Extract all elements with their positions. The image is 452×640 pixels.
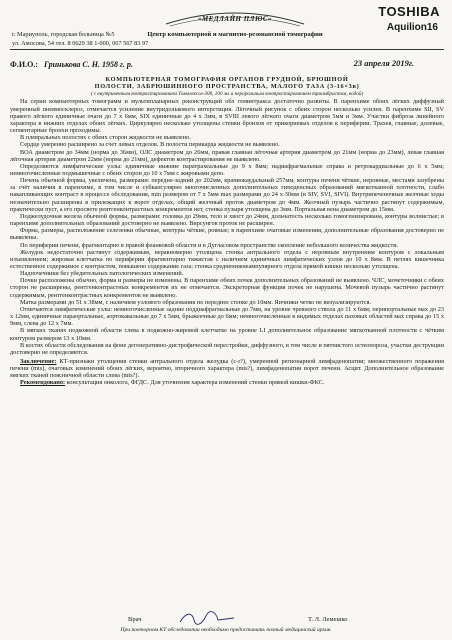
- findings-paragraph: Желудок недостаточно растянут содержимым, неравномерно утолщена стенка антрального отдела с неровным внутренним контуром с локальным изъязвлением; жировая клетчатка по периферии фрагментарно тяжистая с наличием единичных лимфатических узлов до 10 х 8мм. В петлях кишечника естественное содержимое с контрастом, повышено содержание газа; стенка средненижнеампулярного отдела прямой кишки несколько утолщена.: [10, 248, 444, 270]
- findings-paragraph: Почки расположены обычно, форма и размеры не изменены. В паренхиме обеих почек дополнительных образований не выявлено. ЧЛС, мочеточники с обеих сторон не расширены, рентгенконтрастных конкрементов их не отмечается. Экскреторная функция почек не нарушена. Мочевой пузырь частично растянут содержимым, рентгенконтрастных конкрементов не выявлено.: [10, 277, 444, 299]
- findings-paragraph: Печень обычной формы, увеличена, размерами: передне-задний до 202мм, краниокаудальный 257мм, контуры печени чёткие, неровные, местами зазубрены за счёт наличия в паренхиме, в том числе и субкапсулярно многочисленных дополнительных гиподенсных образований мягкотканной плотности, слабо накапливающих контраст в процессе обследования, min размером от 7 х 5мм max размерами до 24 х 30мм (в SIV, SVI, SIVI). Внутрипеченочные желчные ходы незначительно расширены в прилежащих к ворот отделах, общий желчный проток диаметром до 4мм. Желчный пузырь частично растянут содержимым, практически пуст, а его просвете рентгенконтрастных конкрементов нет, стенка пузыря утолщена до 3мм. Портальная вена диаметром до 15мм.: [10, 177, 444, 213]
- findings-paragraph: На серии компьютерных томограмм и мультипланарных реконструкций обл геминтракса достаточно развиты. В паренхиме обоих лёгких диффузный умеренный пневмосклероз, отмечается усиление внутридолькового интерстиция. Лёгочный рисунок с обеих сторон несколько усилен. В паренхиме SII, SV правого лёгкого единичные очаги до 7 х 6мм, SIX единичные до 4 х 3мм, в SVIII левого лёгкого очаги диаметром 5мм и 3мм. Участки фиброза линейного характера в нижних отделах обоих лёгких. Циркулярно несколько утолщены стенки бронхов от прикорневых отделов к периферии. Трахея, главные, долевые, сегментарные бронхи проходимы.: [10, 98, 444, 135]
- findings-paragraph: Форма, размеры, расположение селезенки обычные, контуры чёткие, ровные; в паренхиме очаговые изменения, дополнительные образования достоверно не выявлены.: [10, 227, 444, 242]
- conclusion-text: КТ-признаки утолщения стенки антрального отдела желудка (с-r?), умеренной регионарной лимфаденопатии; множественного поражения печени (mts), очаговых изменений обоих лёгких, вероятно, вторичного характера (mts?), лимфаденопатии ворот печени. Асцит. Дополнительное образование мягких тканей поясничной области слева (mts?).: [10, 357, 445, 379]
- report-date: 23 апреля 2019г.: [353, 58, 414, 68]
- study-title-line-2: ПОЛОСТИ, ЗАБРЮШИННОГО ПРОСТРАНСТВА, МАЛОГО ТАЗА (3-16×3в): [94, 83, 360, 91]
- patient-name: Гринькова С. Н. 1958 г. р.: [44, 60, 133, 69]
- conclusion-paragraph: [10, 358, 444, 379]
- header-divider: [10, 49, 444, 50]
- findings-paragraph: В мягких тканях подкожной области слева в подкожно-жировой клетчатке на уровне LI дополнительное образование мягкотканной плотности с чётким контуром размером 13 х 10мм.: [10, 327, 444, 342]
- clinic-center-name: Центр компьютерной и магнитно-резонансной томографии: [147, 31, 323, 38]
- report-header: [10, 4, 444, 60]
- findings-body: [10, 98, 444, 386]
- findings-paragraph: В костях области обследования на фоне дегенеративно-дистрофической перестройки, диффузного, в том числе и пятнистого остеопороза, участки деструкции достоверно не определяются.: [10, 341, 444, 356]
- scanner-brand: TOSHIBA: [378, 4, 440, 19]
- findings-paragraph: По периферии печени, фрагментарно в правой фланковой области и в Дугласовом пространстве скопление небольшого количества жидкости.: [20, 241, 399, 249]
- clinic-address-phone: ул. Амосова, 54 тел. 8 0629 38 1-000, 067 567 83 97: [12, 40, 149, 47]
- contrast-note: ( с внутривенным контрастированием Томогексол-300, 100 мл и пероральным контрастированием триомбрастом, водой): [90, 90, 364, 97]
- conclusion-label: Заключение:: [20, 357, 57, 365]
- study-title-line-1: КОМПЬЮТЕРНАЯ ТОМОГРАФИЯ ОРГАНОВ ГРУДНОЙ, БРЮШНОЙ: [105, 76, 349, 83]
- findings-paragraph: ВОА диаметром до 34мм (норма до 36мм), ОЛС диаметром до 26мм, правая главная лёгочная артерия диаметром до 21мм (норма до 23мм), левая главная лёгочная артерия диаметром 22мм (норма до 21мм), дефектов контрастирования не выявлено.: [10, 148, 444, 163]
- footer-note: При повторном КТ обследовании необходимо предоставить полный медицинский архив.: [120, 627, 332, 633]
- doctor-name: Т. Л. Лемешко: [308, 616, 348, 623]
- doctor-label: Врач: [128, 616, 142, 623]
- findings-paragraph: Поджелудочная железа обычной формы, размерами: головка до 29мм, тело и хвост до 24мм, дольчатость несколько гомогенизирована, контуры волнистые; в паренхиме дополнительных образований достоверно не выявлено. Вирсунгов проток не расширен.: [10, 212, 444, 228]
- patient-name-label: Ф.И.О.:: [10, 60, 38, 69]
- clinic-logo: [160, 6, 310, 32]
- findings-paragraph: Определяются лимфатические узлы: единичные нижние паратрахеальные до 9 х 8мм; надиафрагмальные справа и ретрокардиальные до 6 х 5мм; немногочисленные подмышечные с обеих сторон до 10 х 7мм с жировыми депо.: [10, 162, 444, 177]
- findings-paragraph: Матка размерами до 51 х 38мм, с наличием узлового образования по переднее стенке до 10мм. Яичники четко не визуализируются.: [20, 298, 372, 306]
- clinic-address-city: г. Мариуполь, городская больница №5: [12, 31, 115, 38]
- clinic-brand-name: «МЕДЛАЙН ПЛЮС»: [197, 15, 273, 23]
- findings-paragraph: В плевральных полостях с обеих сторон жидкости не выявлено.: [20, 134, 191, 142]
- patient-info: [10, 60, 444, 74]
- findings-paragraph: Надпочечники без убедительных патологических изменений.: [20, 270, 184, 278]
- study-title: [10, 76, 444, 91]
- handwritten-signature-icon: [178, 610, 238, 626]
- findings-paragraph: Сердце умеренно расширено за счет левых отделов. В полости перикарда жидкости не выявлено.: [20, 141, 280, 149]
- recommendation-text: консультация онколога, ФГДС. Для уточнения характера изменений стенки прямой кишки-ФКС.: [66, 379, 325, 386]
- findings-paragraph: Отмечаются лимфатические узлы: немногочисленные задние поддиафрагмальные до 7мм, на уровне чревного ствола до 11 х 6мм; перипортальные мах до 23 х 12мм, единичные параортальные, аортокавальные до 7 х 5мм, брыжеечные до 6мм; немногочисленные в видимых отделах паховых областей мах справа до 15 х 9мм, слева до 12 х 7мм.: [10, 305, 444, 328]
- scanner-model: Aquilion16: [386, 22, 438, 33]
- recommendation-label: Рекомендовано:: [20, 379, 66, 386]
- recommendation-paragraph: [10, 379, 444, 386]
